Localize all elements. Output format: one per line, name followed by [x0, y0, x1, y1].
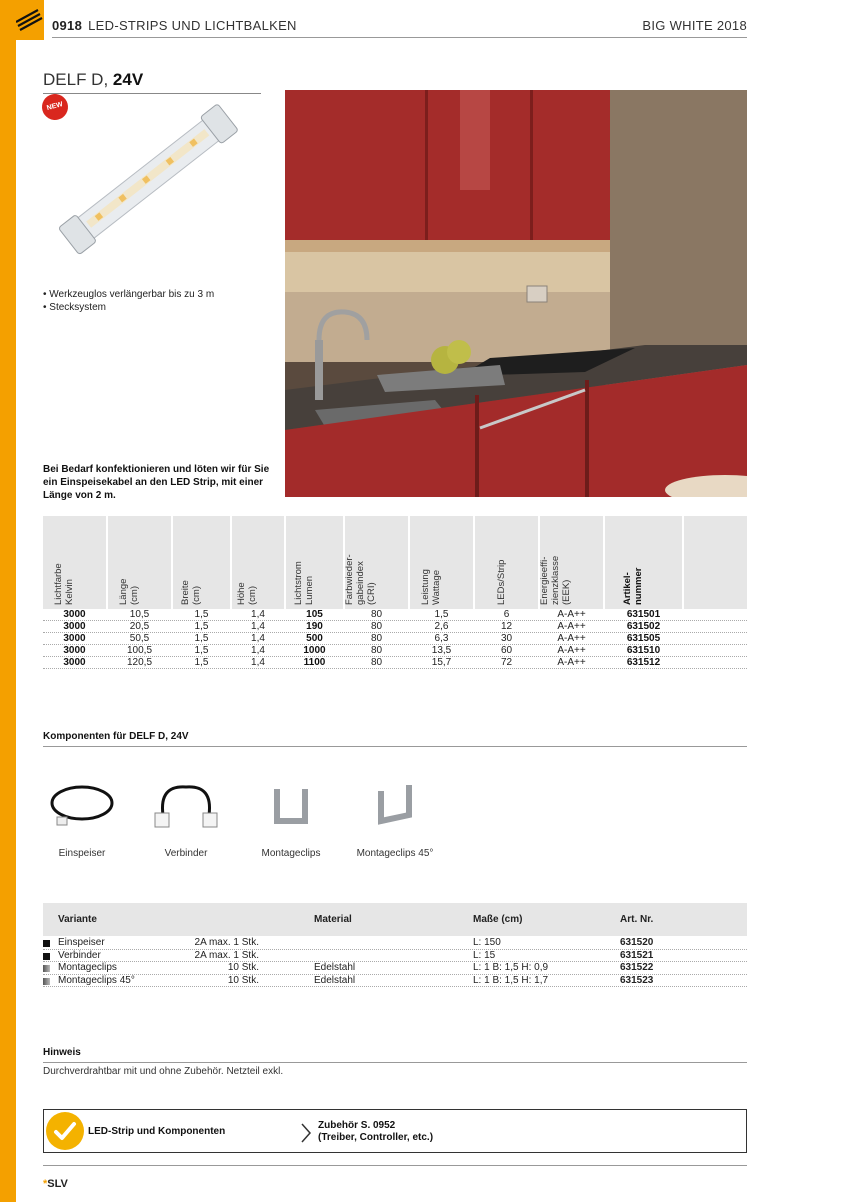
title-voltage: 24V: [112, 70, 144, 89]
spec-table: [43, 516, 747, 669]
table-row: [43, 609, 747, 621]
component-label: Montageclips: [261, 848, 321, 859]
catalog-name: BIG WHITE 2018: [642, 18, 747, 33]
component-label: Montageclips 45°: [356, 848, 434, 859]
color-swatch: [43, 965, 50, 972]
table-cell: 631505: [626, 633, 661, 644]
table-cell: 80: [370, 609, 383, 620]
component-einspeiser: [46, 770, 118, 859]
component-label: Verbinder: [164, 848, 208, 859]
table-cell: 30: [500, 633, 513, 644]
cell-variant: Montageclips: [58, 962, 117, 973]
table-cell: 80: [370, 645, 383, 656]
col-header: Lichtstrom Lumen: [286, 516, 343, 609]
feature-item: • Werkzeuglos verlängerbar bis zu 3 m: [43, 289, 215, 300]
accessory-desc: (Treiber, Controller, etc.): [318, 1132, 434, 1143]
table-cell: 80: [370, 621, 383, 632]
service-note: Bei Bedarf konfektionieren und löten wir für Sie ein Einspeisekabel an den LED Strip, mit einer Länge von 2 m.: [43, 464, 270, 501]
page-category: LED-STRIPS UND LICHTBALKEN: [88, 18, 297, 33]
clip-45-icon: [373, 781, 417, 829]
cell-variant: Montageclips 45°: [58, 974, 135, 986]
table-cell: 1,5: [434, 609, 449, 620]
table-cell: 631501: [626, 609, 661, 620]
table-cell: 3000: [63, 657, 86, 668]
cell-art: 631520: [620, 937, 654, 948]
component-label: Einspeiser: [58, 848, 106, 859]
info-right-link[interactable]: [318, 1120, 433, 1144]
col-variant: Variante: [58, 914, 97, 925]
connector-icon: [151, 775, 221, 835]
table-cell: 3000: [63, 645, 86, 656]
component-verbinder: [150, 770, 222, 859]
spec-table-header: [43, 516, 747, 609]
product-image: [44, 100, 254, 260]
cell-qty: 2A max. 1 Stk.: [194, 949, 259, 961]
table-cell: A-A++: [557, 609, 586, 620]
table-cell: 105: [306, 609, 323, 620]
table-cell: 631512: [626, 657, 661, 668]
info-box: [43, 1109, 747, 1153]
col-header: Farbwieder- gabeindex (CRI): [345, 516, 408, 609]
clip-icon: [271, 783, 311, 827]
table-cell: 6,3: [434, 633, 449, 644]
table-cell: 12: [500, 621, 513, 632]
table-row: [43, 975, 747, 988]
table-cell: 3000: [63, 633, 86, 644]
table-cell: 60: [500, 645, 513, 656]
table-row: [43, 937, 747, 950]
table-cell: 190: [306, 621, 323, 632]
col-size: Maße (cm): [473, 914, 523, 925]
table-cell: 3000: [63, 621, 86, 632]
footer-divider: [43, 1165, 747, 1166]
table-cell: 1100: [303, 657, 326, 668]
product-title: [43, 70, 261, 94]
kitchen-photo: [285, 90, 747, 497]
cell-material: Edelstahl: [314, 962, 356, 973]
orange-side-stripe: [0, 0, 16, 1202]
info-left-label: LED-Strip und Komponenten: [88, 1126, 226, 1137]
color-swatch: [43, 953, 50, 960]
hinweis-text: Durchverdrahtbar mit und ohne Zubehör. Netzteil exkl.: [43, 1066, 284, 1077]
variant-table: [43, 903, 747, 987]
cell-variant: Einspeiser: [58, 937, 105, 948]
table-row: [43, 621, 747, 633]
col-header: LEDs/Strip: [475, 516, 538, 609]
checkmark-icon: [46, 1112, 84, 1150]
catalog-icon: [16, 8, 44, 32]
page-number: 0918: [52, 18, 83, 33]
table-cell: 1,5: [194, 633, 209, 644]
page-header: [52, 18, 747, 38]
table-cell: 631510: [626, 645, 661, 656]
chevron-right-icon: [300, 1122, 312, 1144]
cell-size: L: 1 B: 1,5 H: 0,9: [473, 962, 549, 973]
table-cell: 100,5: [126, 645, 153, 656]
col-art: Art. Nr.: [620, 914, 654, 925]
table-cell: A-A++: [557, 657, 586, 668]
table-cell: 1,4: [251, 645, 265, 656]
table-row: [43, 657, 747, 669]
table-cell: 500: [306, 633, 323, 644]
col-header: Länge (cm): [108, 516, 171, 609]
table-cell: 20,5: [129, 621, 150, 632]
table-cell: A-A++: [557, 633, 586, 644]
table-cell: 3000: [63, 609, 86, 620]
table-cell: 1,4: [251, 609, 265, 620]
cell-art: 631523: [620, 974, 654, 986]
cable-icon: [47, 775, 117, 835]
table-cell: 80: [370, 657, 383, 668]
col-material: Material: [314, 914, 352, 925]
table-cell: 1,5: [194, 621, 209, 632]
slv-logo: *SLV: [43, 1178, 68, 1190]
table-cell: 1,4: [251, 657, 265, 668]
new-badge: NEW: [39, 91, 71, 123]
table-cell: 1,5: [194, 657, 209, 668]
table-cell: 72: [500, 657, 513, 668]
table-row: [43, 645, 747, 657]
table-cell: 1,5: [194, 609, 209, 620]
col-header: Energieeffi- zienzklasse (EEK): [540, 516, 603, 609]
table-cell: 1,5: [194, 645, 209, 656]
hinweis-title: Hinweis: [43, 1047, 747, 1063]
col-header: Leistung Wattage: [410, 516, 473, 609]
component-montageclips: [255, 770, 327, 859]
table-cell: 50,5: [129, 633, 150, 644]
col-header: Lichtfarbe Kelvin: [43, 516, 106, 609]
cell-qty: 10 Stk.: [227, 962, 259, 973]
cell-variant: Verbinder: [58, 949, 101, 961]
table-row: [43, 962, 747, 975]
cell-art: 631522: [620, 962, 654, 973]
variant-table-header: [43, 903, 747, 936]
accessory-ref: Zubehör S. 0952: [318, 1120, 396, 1131]
table-cell: A-A++: [557, 621, 586, 632]
table-cell: 10,5: [129, 609, 150, 620]
color-swatch: [43, 940, 50, 947]
component-montageclips-45: [352, 770, 438, 859]
table-cell: 80: [370, 633, 383, 644]
title-prefix: DELF D,: [43, 70, 109, 89]
cell-size: L: 15: [473, 949, 496, 961]
table-cell: 1,4: [251, 633, 265, 644]
feature-list: [43, 288, 214, 314]
cell-qty: 10 Stk.: [227, 974, 259, 986]
table-cell: 6: [503, 609, 510, 620]
col-header: Breite (cm): [173, 516, 230, 609]
table-cell: 2,6: [434, 621, 449, 632]
table-cell: 1000: [303, 645, 326, 656]
components-title: Komponenten für DELF D, 24V: [43, 731, 747, 747]
cell-qty: 2A max. 1 Stk.: [194, 937, 259, 948]
table-cell: 13,5: [431, 645, 452, 656]
table-cell: A-A++: [557, 645, 586, 656]
col-header: Höhe (cm): [232, 516, 284, 609]
table-cell: 120,5: [126, 657, 153, 668]
color-swatch: [43, 978, 50, 985]
col-header: [684, 516, 747, 609]
table-cell: 1,4: [251, 621, 265, 632]
cell-material: Edelstahl: [314, 974, 356, 986]
cell-size: L: 1 B: 1,5 H: 1,7: [473, 974, 549, 986]
feature-item: • Stecksystem: [43, 302, 106, 313]
table-cell: 631502: [626, 621, 661, 632]
table-cell: 15,7: [431, 657, 452, 668]
col-header: Artikel- nummer: [605, 516, 682, 609]
cell-art: 631521: [620, 949, 654, 961]
catalog-mark: [16, 0, 44, 40]
cell-size: L: 150: [473, 937, 501, 948]
table-row: [43, 950, 747, 963]
table-row: [43, 633, 747, 645]
